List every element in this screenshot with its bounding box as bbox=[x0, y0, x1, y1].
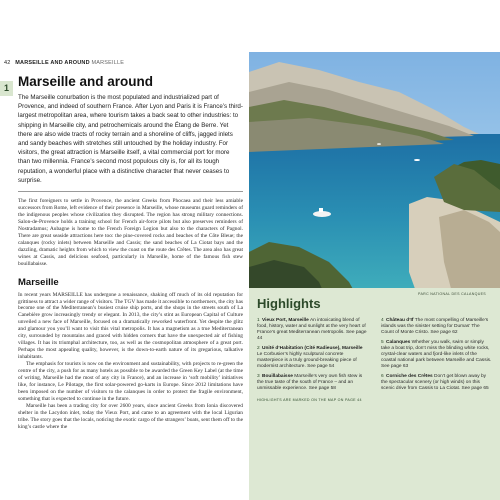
highlight-name: Unité d’Habitation (Cité Radieuse), Marseille bbox=[262, 346, 363, 351]
highlight-name: Bouillabaisse bbox=[262, 374, 293, 379]
body-paragraph: The emphasis for tourists is now on the environment and sustainability, with projects to re-green the centre of the city, a push for as many hotels as possible to be awarded the Green Key Label (at the time of writing, Marseille had the most of any city in France), and an increase in ‘soft mobility’ initiatives like, for instance, Le Pilotage, the first solar-powered go-karts in Europe. Since 2012 limitations have been imposed on the number of visitors to the calanques in order to protect the fragile environment, something that is expected to continue in the future. bbox=[18, 361, 243, 402]
running-head bbox=[4, 60, 124, 66]
chapter-tab: 1 bbox=[0, 81, 13, 96]
highlights-column-left bbox=[257, 318, 369, 396]
highlight-desc: An intoxicating blend of food, history, water and sunlight at the very heart of France’s great Mediterranean metropolis. See page 44 bbox=[257, 318, 367, 341]
highlights-footer: HIGHLIGHTS ARE MARKED ON THE MAP ON PAGE 44 bbox=[257, 398, 362, 402]
highlight-name: Château d’If bbox=[386, 318, 414, 323]
section-heading: Marseille bbox=[18, 276, 59, 288]
main-column bbox=[18, 74, 243, 431]
highlights-column-right bbox=[381, 318, 493, 396]
highlight-number: 2 bbox=[257, 346, 260, 351]
calanques-photo bbox=[249, 52, 500, 300]
standfirst: The Marseille conurbation is the most populated and industrialized part of Provence, and indeed of southern France. After Lyon and Paris it is France’s third-largest metropolitan area, where tourism takes a back seat to other industries: to shipping in Marseille city, and petrochemicals around the Étang de Berre. Yet there are also wide tracts of rocky terrain and a shoreline of cliffs, jagged inlets and sandy beaches with stretches still untouched by the holiday industry. For visitors, the great attraction is Marseille itself, a vital commercial port for more than two millennia. France’s second most populous city is, for all its tough reputation, a wonderful place with a distinctive character that never ceases to surprise. bbox=[18, 94, 243, 184]
highlight-name: Corniche des Crêtes bbox=[386, 374, 433, 379]
highlight-number: 1 bbox=[257, 318, 260, 323]
subsection-name: MARSEILLE bbox=[91, 60, 125, 66]
highlights-title: Highlights bbox=[257, 296, 321, 311]
highlight-number: 4 bbox=[381, 318, 384, 323]
chapter-name: MARSEILLE AND AROUND bbox=[15, 60, 90, 66]
highlight-desc: Marseille’s very own fish stew is the true taste of the south of France – and an unmissable experience. See page 58 bbox=[257, 374, 363, 391]
highlight-item bbox=[381, 318, 493, 336]
highlight-number: 3 bbox=[257, 374, 260, 379]
intro-text: The first foreigners to settle in Provence, the ancient Greeks from Phocaea and their less amiable successors from Rome, left evidence of their presence in Marseille, whose museums guard reminders of the indigenous peoples whose civilization they disrupted. The region has strong military connections. Salon-de-Provence holds a training school for French air-force pilots but also preserves reminders of Nostradamus; Aubagne is home to the French Foreign Legion but also to the characters of Pagnol. There are great seaside attractions here too: the pine-covered rocks and beaches of the Côte Bleue; the calanques (rocky inlets) between Marseille and Cassis; the sand beaches of La Ciotat bays and the dazzling, dramatic heights from which to view the coast on the route des Crêtes. The area also has great wines at Cassis, and delicious seafood, particularly in Marseille, home of the famous fish stew bouillabaisse. bbox=[18, 198, 243, 267]
highlights-panel bbox=[249, 288, 500, 500]
highlight-name: Calanques bbox=[386, 340, 411, 345]
highlight-item bbox=[257, 374, 369, 392]
highlight-number: 6 bbox=[381, 374, 384, 379]
body-paragraph: Marseille has been a trading city for over 2600 years, since ancient Greeks from Ionia discovered shelter in the Lacydon inlet, today the Vieux Port, and came to an agreement with the local Ligurian tribe. The story goes that the locals, noticing the exotic cargo of the strangers’ boats, sent them off to the king’s castle where the bbox=[18, 402, 243, 430]
divider bbox=[18, 191, 243, 192]
highlight-desc: Whether you walk, swim or simply take a boat trip, don’t miss the blinding white rocks, crystal-clear waters and fjord-like inlets of the coastal national park between Marseille and Cassis. See page 63 bbox=[381, 340, 492, 369]
highlight-item bbox=[381, 374, 493, 392]
body-paragraph: In recent years MARSEILLE has undergone a renaissance, shaking off much of its old reputation for grittiness to attract a wider range of visitors. The TGV has made it accessible to northerners, the city has become one of the Mediterranean’s busiest cruise ship ports, and the shops in the streets south of La Canebière grow increasingly trendy or elegant. In 2013, the city’s stint as European Capital of Culture unveiled a new face of Marseille, focused on a dramatically reworked waterfront. Yet despite the glitz and glamour you you’ll want to visit this vital metropolis. It has a magnetism as a true Mediterranean city, surrounded by mountains and graced with hidden corners that have the unexpected air of fishing villages. It has its triumphal architecture, too, as well as the cosmopolitan atmosphere of a great port. Perhaps the most appealing quality, however, is the down-to-earth nature of its gregarious, talkative inhabitants. bbox=[18, 291, 243, 361]
highlight-item bbox=[257, 318, 369, 342]
highlight-desc: Don’t get blown away by the spectacular scenery (or high winds) on this scenic drive from Cassis to La Ciotat. See page 65 bbox=[381, 374, 489, 391]
highlight-item bbox=[381, 340, 493, 370]
highlight-number: 5 bbox=[381, 340, 384, 345]
body-text bbox=[18, 292, 243, 431]
highlight-desc: Le Corbusier’s highly sculptural concrete masterpiece is a truly ground-breaking piece of modernist architecture. See page 54 bbox=[257, 352, 357, 369]
highlight-name: Vieux Port, Marseille bbox=[262, 318, 309, 323]
calanques-photo-illustration bbox=[249, 52, 500, 300]
intro-paragraph bbox=[18, 198, 243, 268]
highlight-desc: The most compelling of Marseille’s islands was the sinister setting for Dumas’ The Count of Monte Cristo. See page 62 bbox=[381, 318, 489, 335]
photo-credit: PARC NATIONAL DES CALANQUES bbox=[418, 292, 486, 296]
page-title: Marseille and around bbox=[18, 74, 154, 89]
page-number: 42 bbox=[4, 60, 11, 66]
highlight-item bbox=[257, 346, 369, 370]
